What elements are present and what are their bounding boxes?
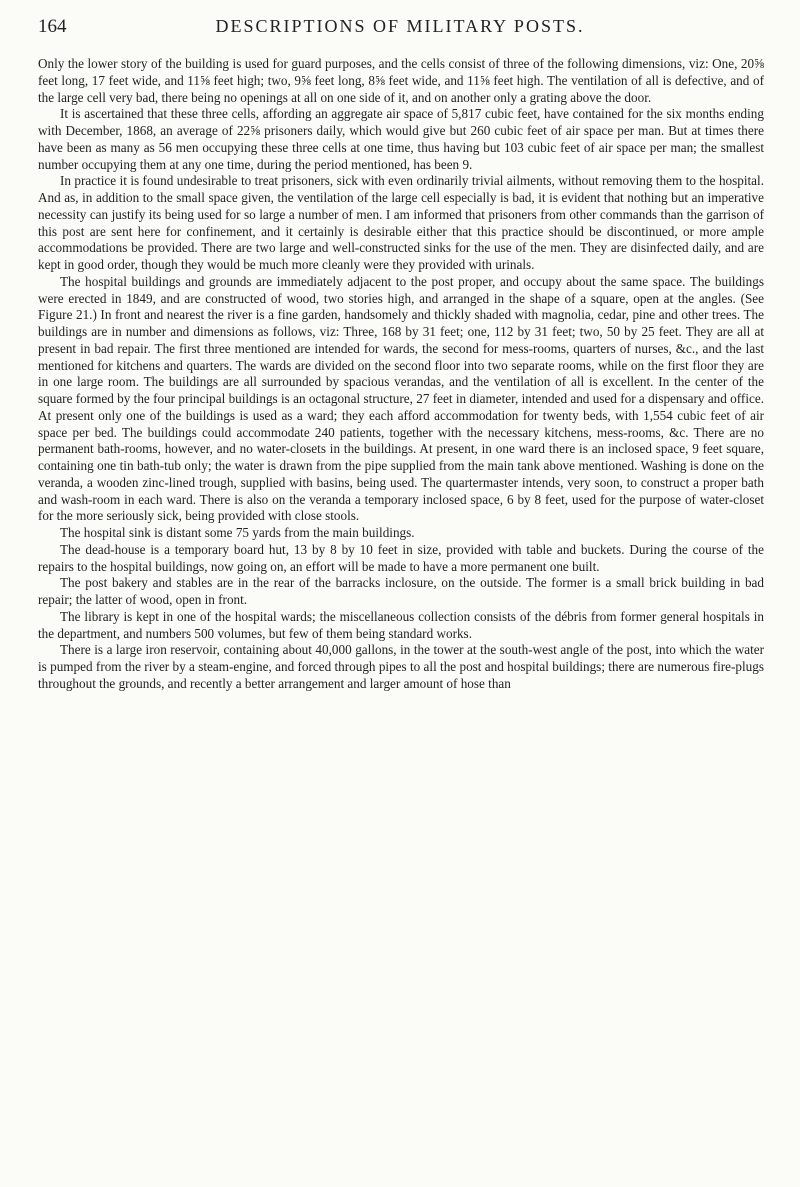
paragraph-dead-house: The dead-house is a temporary board hut, 13 by 8 by 10 feet in size, provided with table and buckets. During the course of the repairs to the hospital buildings, now going on, an effort will be made to have a more permanent one built. [38, 541, 764, 574]
paragraph-reservoir: There is a large iron reservoir, containing about 40,000 gallons, in the tower at the south-west angle of the post, into which the water is pumped from the river by a steam-engine, and forced through pipes to all the post and hospital buildings; there are numerous fire-plugs throughout the grounds, and recently a better arrangement and larger amount of hose than [38, 642, 764, 691]
paragraph-hospital-sink: The hospital sink is distant some 75 yards from the main buildings. [60, 525, 415, 540]
running-title: DESCRIPTIONS OF MILITARY POSTS. [215, 16, 585, 36]
paragraph-prisoners: In practice it is found undesirable to treat prisoners, sick with even ordinarily trivial ailments, without removing them to the hospital. And as, in addition to the small space given, the ventilation of the large cell especially is bad, it is evident that nothing but an imperative necessity can justify its being used for so large a number of men. I am informed that prisoners from other commands than the garrison of this post are sent here for confinement, and it certainly is desirable either that this practice should be discontinued, or more ample accommodations be provided. There are two large and well-constructed sinks for the use of the men. They are disinfected daily, and are kept in good order, though they would be much more cleanly were they provided with urinals. [38, 173, 764, 272]
paragraph-air-space: It is ascertained that these three cells, affording an aggregate air space of 5,817 cubic feet, have contained for the six months ending with December, 1868, an average of 22⅝ prisoners daily, which would give but 260 cubic feet of air space per man. But at times there have been as many as 56 men occupying these three cells at one time, thus having but 103 cubic feet of air space per man; the smallest number occupying them at any one time, during the period mentioned, has been 9. [38, 106, 764, 172]
paragraph-bakery-stables: The post bakery and stables are in the rear of the barracks inclosure, on the outside. The former is a small brick building in bad repair; the latter of wood, open in front. [38, 575, 764, 607]
running-head [38, 16, 764, 46]
paragraph-hospital-buildings: The hospital buildings and grounds are immediately adjacent to the post proper, and occupy about the same space. The buildings were erected in 1849, and are constructed of wood, two stories high, and arranged in the shape of a square, open at the angles. (See Figure 21.) In front and nearest the river is a fine garden, handsomely and thickly shaded with magnolia, cedar, pine and other trees. The buildings are in number and dimensions as follows, viz: Three, 168 by 31 feet; one, 112 by 31 feet; two, 50 by 25 feet. They are all at present in bad repair. The first three mentioned are intended for wards, the second for mess-rooms, quarters of nurses, &c., and the last mentioned for kitchens and quarters. The wards are divided on the second floor into two separate rooms, while on the first floor they are in one large room. The buildings are all surrounded by spacious verandas, and the ventilation of all is excellent. In the center of the square formed by the four principal buildings is an octagonal structure, 27 feet in diameter, intended and used for a dispensary and office. At present only one of the buildings is used as a ward; they each afford accommodation for twenty beds, with 1,554 cubic feet of air space per bed. The buildings could accommodate 240 patients, together with the necessary kitchens, mess-rooms, &c. There are no permanent bath-rooms, however, and no water-closets in the buildings. At present, in one ward there is an inclosed space, 9 feet square, containing one tin bath-tub only; the water is drawn from the pipe supplied from the main tank above mentioned. Washing is done on the veranda, a wooden zinc-lined trough, supplied with basins, being used. The quartermaster intends, very soon, to construct a proper bath and wash-room in each ward. There is also on the veranda a temporary inclosed space, 6 by 8 feet, used for the purpose of water-closet for the more seriously sick, being provided with close stools. [38, 273, 764, 524]
paragraph-guard-cells: Only the lower story of the building is used for guard purposes, and the cells consist of three of the following dimensions, viz: One, 20⅝ feet long, 17 feet wide, and 11⅝ feet high; two, 9⅝ feet long, 8⅝ feet wide, and 11⅝ feet high. The ventilation of all is defective, and of the large cell very bad, there being no openings at all on one side of it, and on another only a grating above the door. [38, 56, 764, 105]
paragraph-library: The library is kept in one of the hospital wards; the miscellaneous collection consists of the débris from former general hospitals in the department, and numbers 500 volumes, but few of them being standard works. [38, 608, 764, 641]
page-number: 164 [38, 16, 67, 37]
body-text [38, 56, 764, 693]
document-page [38, 16, 764, 693]
